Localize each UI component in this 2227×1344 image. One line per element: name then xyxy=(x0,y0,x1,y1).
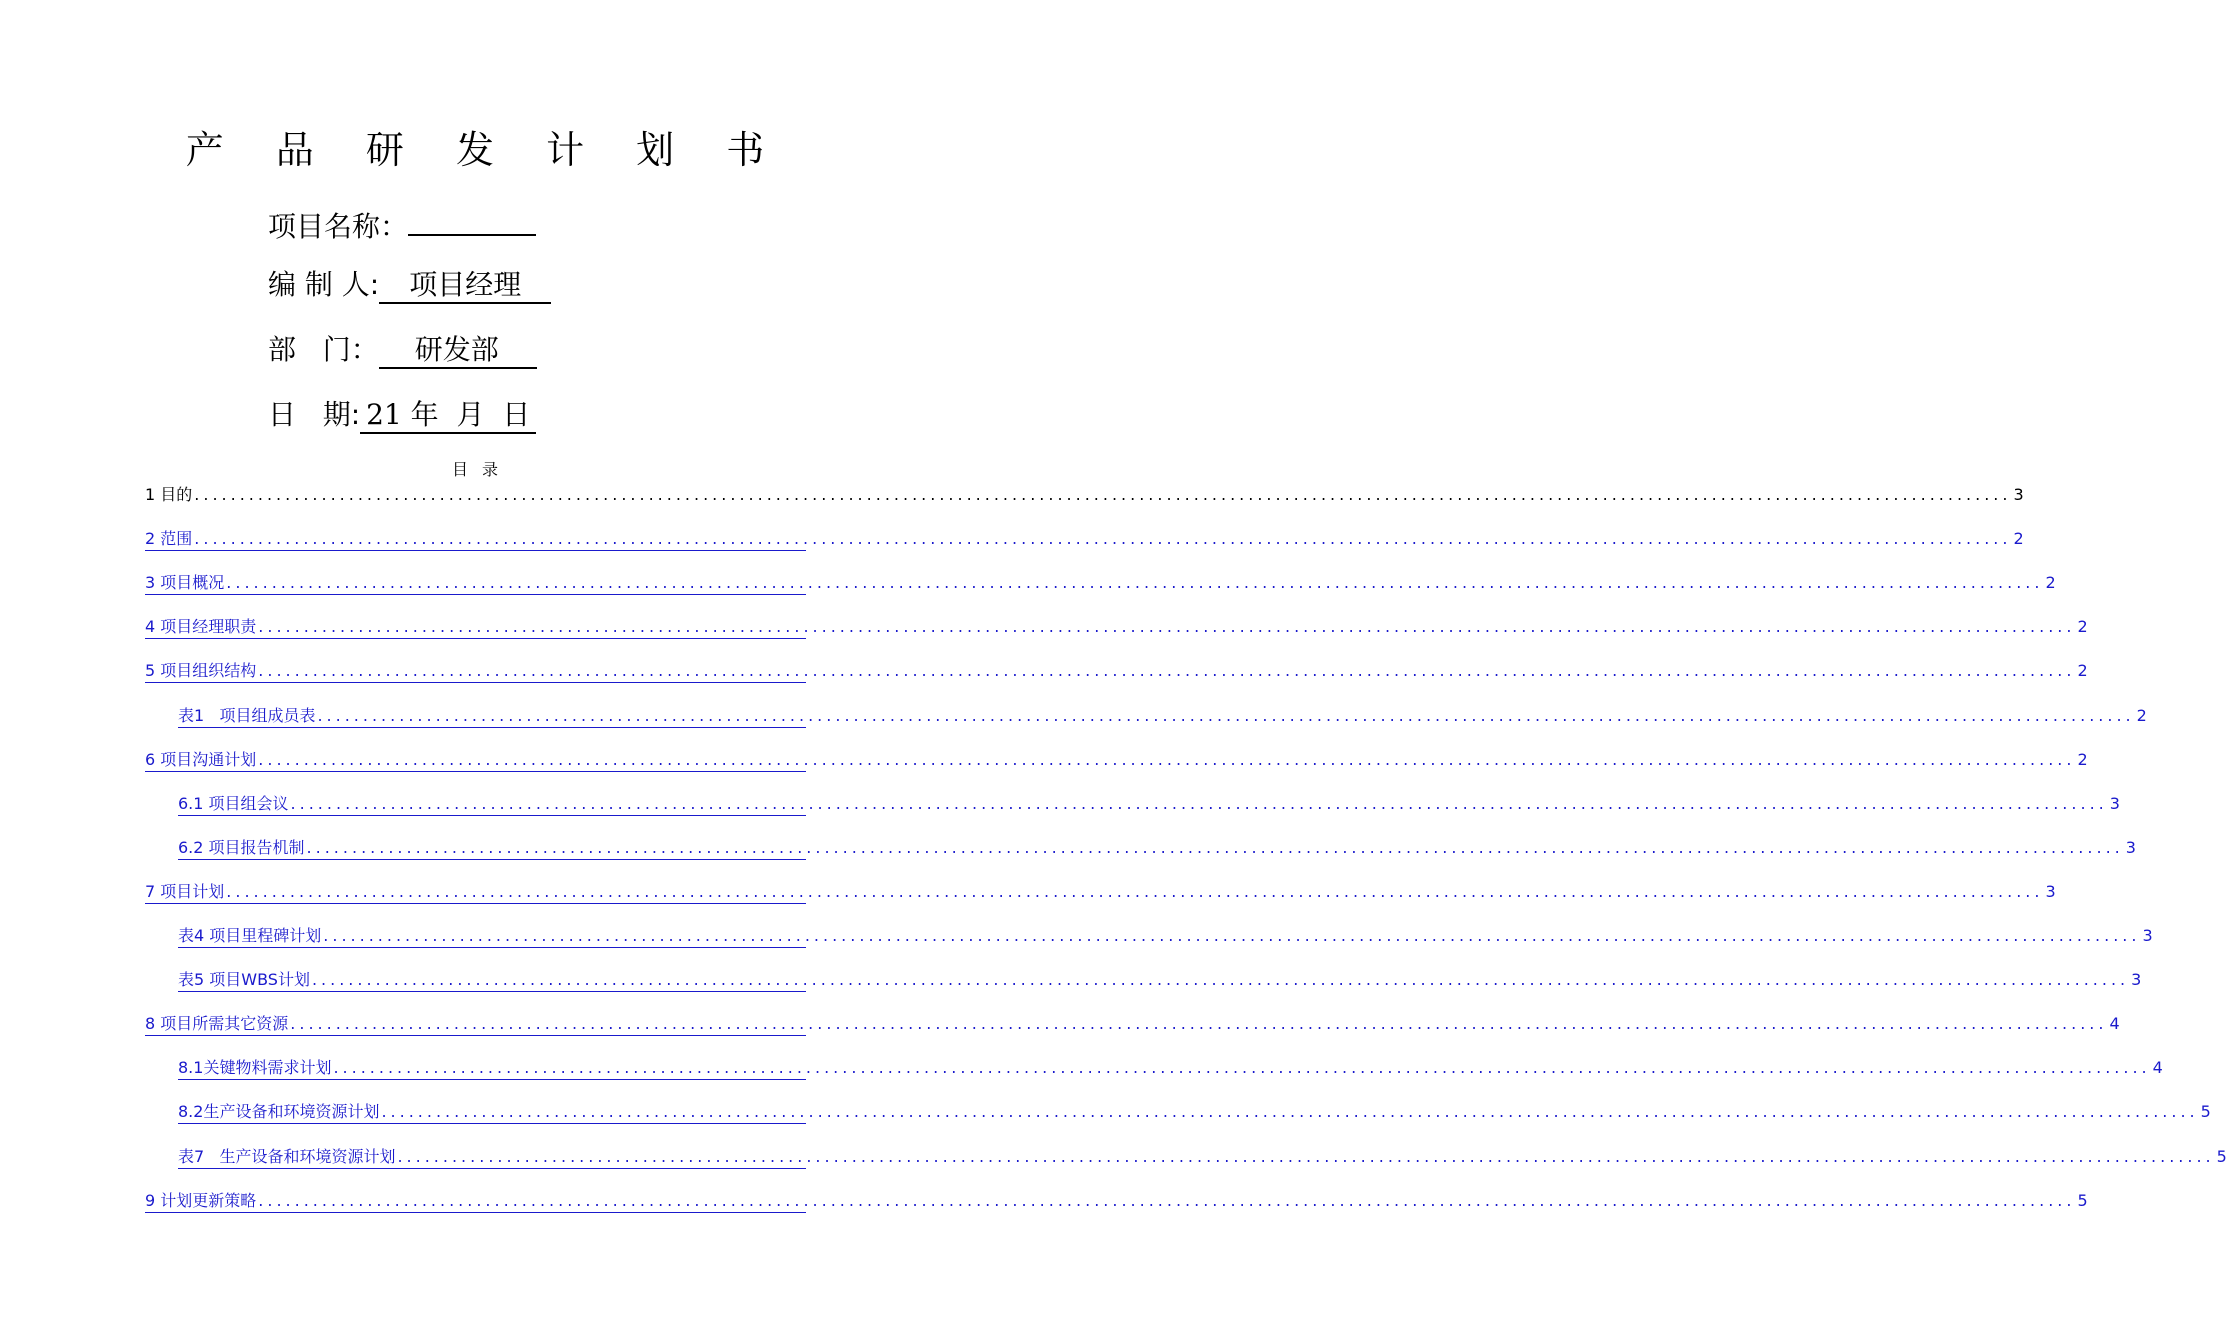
toc-leader-dots: ........................................................................................................................................................................................................ xyxy=(333,1058,2151,1078)
toc-entry[interactable] xyxy=(178,791,2120,816)
toc-entry[interactable] xyxy=(145,747,2088,772)
toc-entry[interactable] xyxy=(178,1099,2211,1124)
toc-entry-title: 表7 生产设备和环境资源计划 xyxy=(178,1146,396,1166)
document-title: 产 品 研 发 计 划 书 xyxy=(185,128,785,172)
project-name-row xyxy=(268,200,536,247)
toc-entry[interactable] xyxy=(178,835,2136,860)
toc-leader-dots: ........................................................................................................................................................................................................ xyxy=(194,529,2012,549)
toc-entry[interactable] xyxy=(145,526,2024,551)
toc-entry-title: 6.2 项目报告机制 xyxy=(178,837,305,857)
toc-entry xyxy=(145,482,2024,506)
toc-entry-page: 2 xyxy=(2077,617,2088,637)
toc-entry[interactable] xyxy=(145,658,2088,683)
toc-leader-dots: ........................................................................................................................................................................................................ xyxy=(226,573,2044,593)
toc-leader-dots: ........................................................................................................................................................................................................ xyxy=(311,970,2130,990)
toc-entry-page: 3 xyxy=(2142,926,2153,945)
toc-entry-title: 8.1关键物料需求计划 xyxy=(178,1058,332,1078)
toc-entry-page: 5 xyxy=(2200,1102,2211,1122)
editor-row xyxy=(268,265,551,305)
toc-heading: 目录 xyxy=(451,460,512,479)
toc-entry[interactable] xyxy=(145,614,2088,639)
toc-entry-title: 9 计划更新策略 xyxy=(145,1190,257,1210)
toc-leader-dots: ........................................................................................................................................................................................................ xyxy=(290,793,2108,813)
toc-entry-page: 5 xyxy=(2077,1190,2088,1210)
date-label: 日 期: xyxy=(268,398,361,431)
toc-leader-dots: ........................................................................................................................................................................................................ xyxy=(381,1102,2199,1122)
toc-leader-dots: ........................................................................................................................................................................................................ xyxy=(258,1190,2076,1210)
toc-leader-dots: ........................................................................................................................................................................................................ xyxy=(317,705,2135,725)
toc-entry-page: 4 xyxy=(2109,1014,2120,1034)
toc-leader-dots: ........................................................................................................................................................................................................ xyxy=(306,837,2124,857)
toc-entry[interactable] xyxy=(145,879,2056,904)
toc-entry[interactable] xyxy=(178,1144,2227,1169)
project-name-value xyxy=(408,200,536,236)
toc-entry[interactable] xyxy=(145,1011,2120,1036)
toc-leader-dots: ........................................................................................................................................................................................................ xyxy=(258,661,2076,681)
toc-entry-title: 表5 项目WBS计划 xyxy=(178,970,310,990)
toc-entry[interactable] xyxy=(178,923,2153,948)
toc-entry-title: 6 项目沟通计划 xyxy=(145,749,257,769)
toc-leader-dots: ........................................................................................................................................................................................................ xyxy=(258,617,2076,637)
toc-entry-title: 3 项目概况 xyxy=(145,573,225,593)
department-value: 研发部 xyxy=(379,333,537,369)
editor-value: 项目经理 xyxy=(379,268,551,304)
editor-label: 编 制 人: xyxy=(268,268,380,301)
toc-leader-dots: ........................................................................................................................................................................................................ xyxy=(323,926,2141,945)
toc-entry-page: 5 xyxy=(2216,1146,2227,1166)
department-row xyxy=(268,330,537,370)
department-label: 部 门： xyxy=(268,333,379,366)
toc-entry[interactable] xyxy=(145,570,2056,595)
toc-entry-page: 2 xyxy=(2013,529,2024,549)
toc-entry-page: 3 xyxy=(2109,793,2120,813)
toc-entry-title: 8 项目所需其它资源 xyxy=(145,1014,289,1034)
toc-entry-page: 3 xyxy=(2013,485,2024,504)
toc-entry-title: 1 目的 xyxy=(145,485,193,504)
toc-entry[interactable] xyxy=(178,1055,2163,1080)
toc-entry-page: 2 xyxy=(2077,661,2088,681)
toc-entry[interactable] xyxy=(145,1188,2088,1213)
toc-entry-page: 3 xyxy=(2125,837,2136,857)
toc-entry[interactable] xyxy=(178,967,2142,992)
toc-entry-title: 6.1 项目组会议 xyxy=(178,793,289,813)
toc-entry-title: 表4 项目里程碑计划 xyxy=(178,926,322,945)
toc-entry-title: 2 范围 xyxy=(145,529,193,549)
toc-leader-dots: ........................................................................................................................................................................................................ xyxy=(258,749,2076,769)
date-row xyxy=(268,395,536,435)
toc-entry-page: 2 xyxy=(2077,749,2088,769)
toc-entry-page: 2 xyxy=(2136,705,2147,725)
date-value: 21 年 月 日 xyxy=(360,398,536,434)
toc-leader-dots: ........................................................................................................................................................................................................ xyxy=(194,485,2012,504)
toc-leader-dots: ........................................................................................................................................................................................................ xyxy=(226,881,2044,901)
toc-entry-title: 5 项目组织结构 xyxy=(145,661,257,681)
toc-entry-page: 4 xyxy=(2152,1058,2163,1078)
toc-leader-dots: ........................................................................................................................................................................................................ xyxy=(290,1014,2108,1034)
project-name-label: 项目名称： xyxy=(268,210,409,243)
toc-entry-title: 7 项目计划 xyxy=(145,881,225,901)
toc-leader-dots: ........................................................................................................................................................................................................ xyxy=(397,1146,2215,1166)
toc-entry[interactable] xyxy=(178,703,2147,728)
toc-entry-page: 3 xyxy=(2131,970,2142,990)
toc-entry-title: 表1 项目组成员表 xyxy=(178,705,316,725)
toc-entry-page: 2 xyxy=(2045,573,2056,593)
toc-entry-title: 8.2生产设备和环境资源计划 xyxy=(178,1102,380,1122)
toc-entry-page: 3 xyxy=(2045,881,2056,901)
toc-entry-title: 4 项目经理职责 xyxy=(145,617,257,637)
